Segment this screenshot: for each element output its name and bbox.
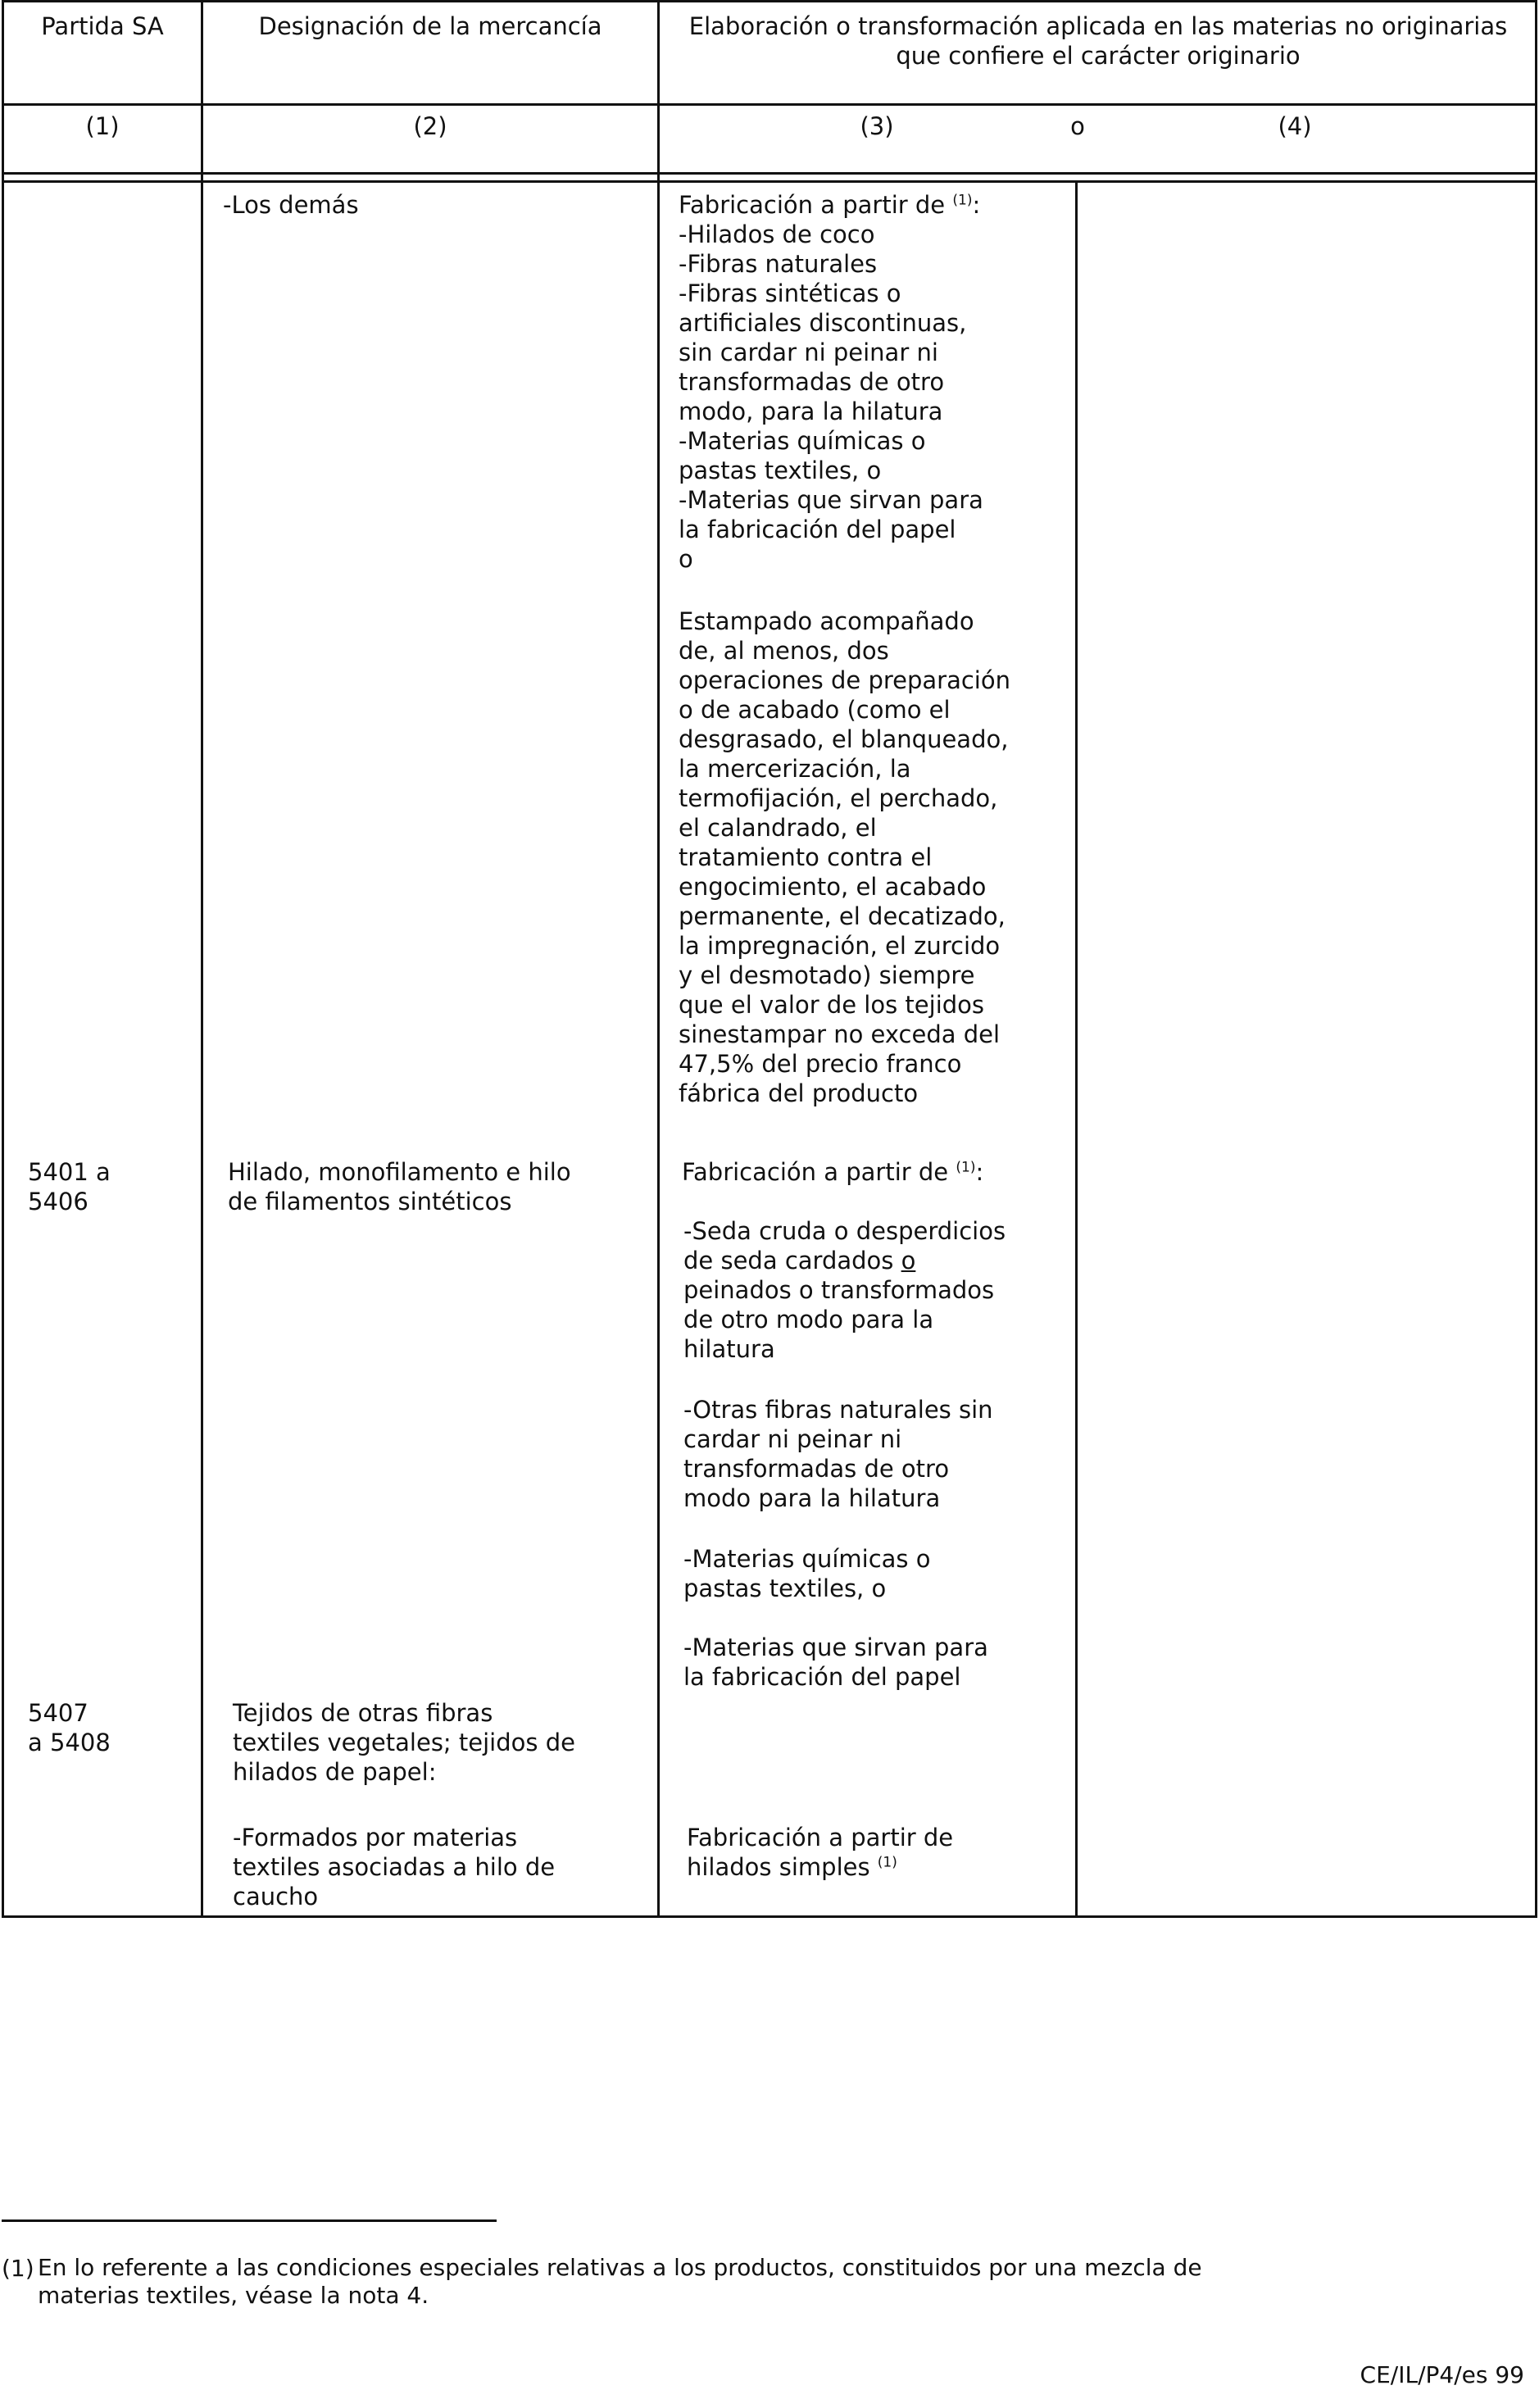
header-num-2: (2) [413,112,447,140]
row2-code: 5401 a 5406 [28,1158,111,1215]
row1-process-intro-text: Fabricación a partir de [679,191,946,219]
col-divider-3 [1075,183,1078,1918]
footnote-marker: (1) [2,2255,34,2282]
table-border-right [1535,0,1537,1918]
header-num-or: o [1070,112,1085,140]
row3-code: 5407 a 5408 [28,1699,111,1756]
table-border-top [2,0,1537,2]
header-num-3: (3) [860,112,894,140]
row1-footnote-ref: (1) [952,192,973,209]
header-num-4: (4) [1278,112,1312,140]
row2-designation: Hilado, monofilamento e hilo de filamentos sintéticos [228,1158,571,1215]
header-divider [2,103,1537,106]
row1-designation: -Los demás [223,191,359,219]
number-row-divider-1 [2,172,1537,175]
col-divider-2 [657,0,660,1918]
page-reference: CE/IL/P4/es 99 [1360,2361,1524,2388]
row3-designation: Tejidos de otras fibras textiles vegetales; tejidos de hilados de papel: [233,1699,575,1786]
footnote-text: En lo referente a las condiciones especiales relativas a los productos, constituidos por una mezcla de materias textiles, véase la nota 4. [38,2254,1202,2309]
row3-sub-designation: -Formados por materias textiles asociadas a hilo de caucho [233,1824,556,1910]
row2-footnote-ref: (1) [956,1159,976,1176]
header-partida-sa: Partida SA [41,12,164,40]
row1-process-intro-tail: : [972,191,981,219]
row1-process-alternative: Estampado acompañado de, al menos, dos operaciones de preparación o de acabado (como el desgrasado, el blanqueado, la mercerización, la termofijación, el perchado, el calandrado, el tratamiento contra el engocimiento, el acabado permanente, el decatizado, la impregnación, el zurcido y el desmotado) siempre que el valor de los tejidos sinestampar no exceda del 47,5% del precio franco fábrica del producto [679,607,1010,1107]
header-designacion: Designación de la mercancía [258,12,602,40]
row3-process-text: Fabricación a partir de hilados simples [687,1824,954,1881]
row2-process-item-3: -Materias químicas o pastas textiles, o [683,1545,931,1602]
row2-process-item-2: -Otras fibras naturales sin cardar ni peinar ni transformadas de otro modo para la hilatura [683,1396,993,1512]
table-border-left [2,0,4,1918]
row1-process-list: -Hilados de coco -Fibras naturales -Fibras sintéticas o artificiales discontinuas, sin cardar ni peinar ni transformadas de otro modo, para la hilatura -Materias químicas o pastas textiles, o -Materias que sirvan para la fabricación del papel o [679,220,983,573]
row2-process-intro-tail: : [975,1158,984,1186]
footnote-separator [2,2219,497,2222]
row2-process-item-1-underlined: o [901,1247,916,1274]
col-divider-1 [201,0,203,1918]
header-num-1: (1) [85,112,120,140]
row1-process-intro [679,190,980,220]
row2-process-intro-text: Fabricación a partir de [682,1158,949,1186]
row2-process-intro [682,1157,983,1187]
row3-footnote-ref: (1) [877,1854,897,1871]
number-row-divider-2 [2,180,1537,183]
row2-process-item-1 [683,1216,1006,1364]
row2-process-item-4: -Materias que sirvan para la fabricación del papel [683,1633,988,1691]
row2-process-item-1-b: peinados o transformados de otro modo para la hilatura [683,1276,995,1363]
header-elaboracion: Elaboración o transformación aplicada en las materias no originarias que confiere el carácter originario [688,12,1508,70]
row2-process-item-1-a: -Seda cruda o desperdicios de seda cardados [683,1217,1006,1274]
row3-process [687,1823,953,1882]
table-border-bottom [2,1915,1537,1918]
